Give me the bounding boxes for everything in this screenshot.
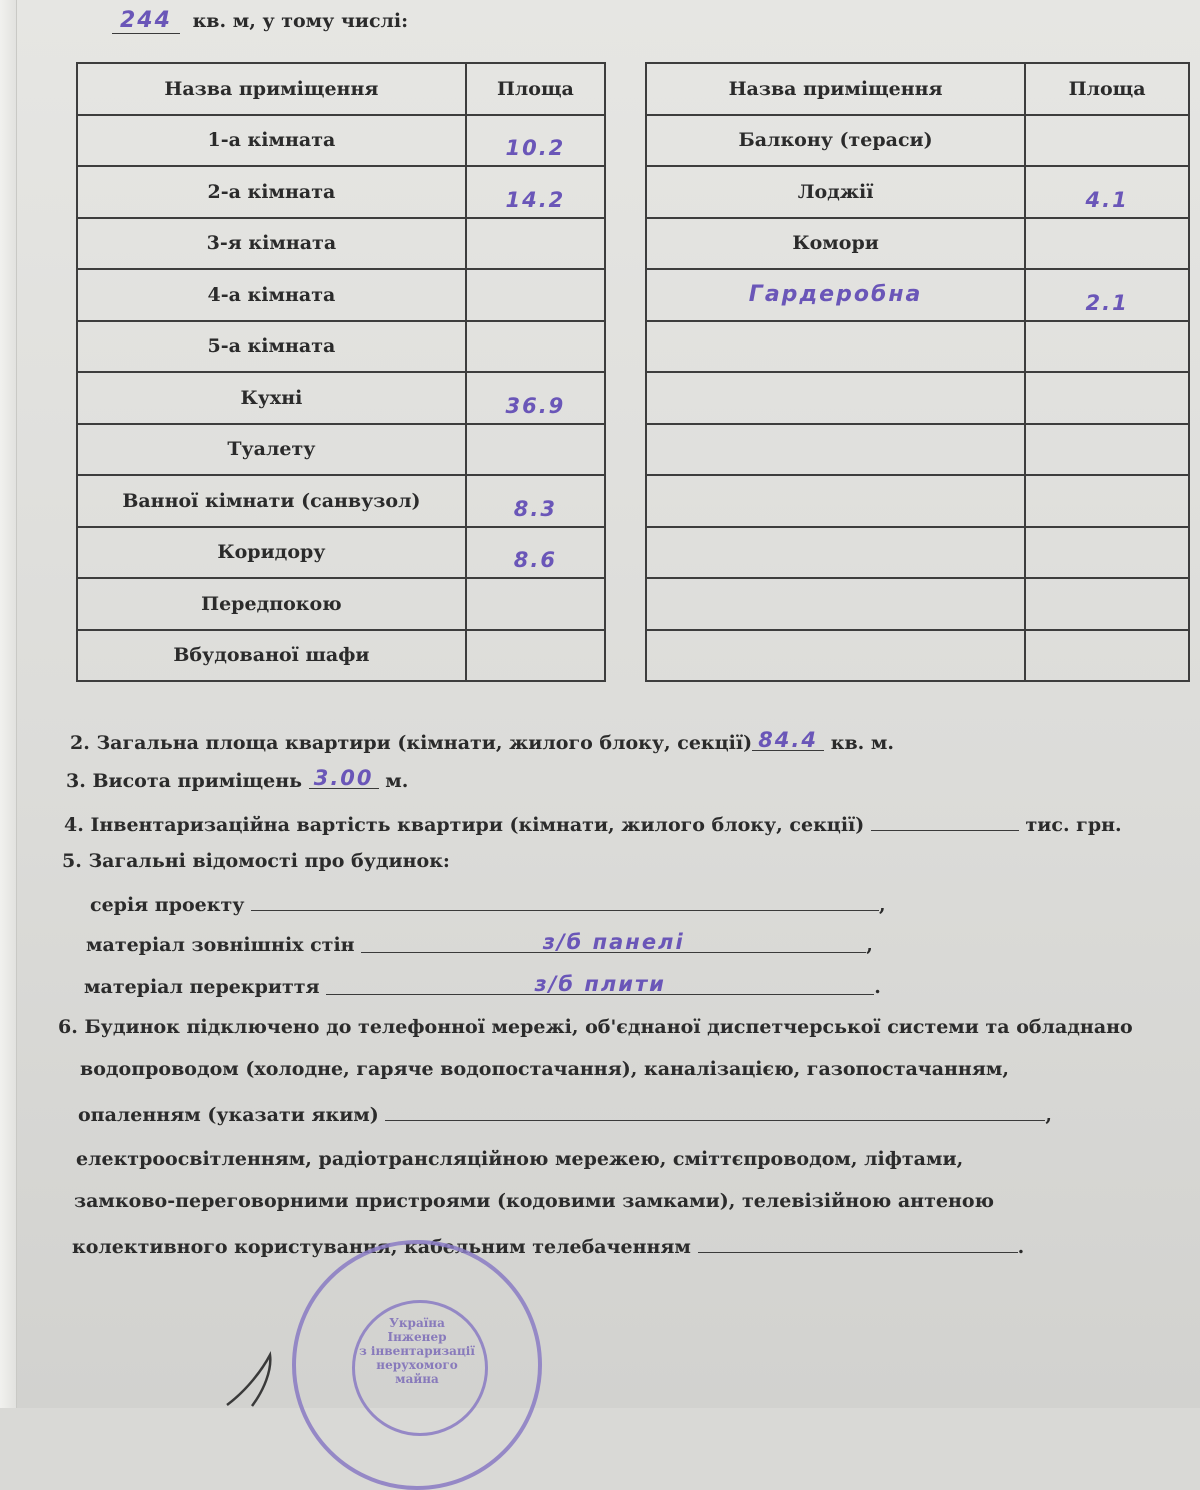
inventory-label: 4. Інвентаризаційна вартість квартири (кімнати, жилого блоку, секції) <box>64 814 865 836</box>
total-area-blank <box>752 730 824 751</box>
ceiling-line: матеріал перекриття з/б плити . <box>84 972 881 998</box>
room-area <box>1025 475 1189 527</box>
room-area <box>466 321 605 373</box>
total-area-unit: кв. м. <box>830 732 895 754</box>
stamp-line: Україна <box>389 1316 445 1330</box>
rooms-table-right <box>645 62 1190 682</box>
heating-blank <box>385 1100 1045 1121</box>
table-row <box>646 578 1189 630</box>
room-name: 4-а кімната <box>77 269 466 321</box>
table-row <box>77 475 605 527</box>
room-area-value: 10.2 <box>505 136 566 161</box>
p6-line-3: опаленням (указати яким) , <box>78 1100 1052 1126</box>
cable-tv-label: колективного користування, кабельним телебаченням <box>72 1236 691 1258</box>
p6-line-5: замково-переговорними пристроями (кодовими замками), телевізійною антеною <box>74 1190 995 1212</box>
room-name: Кухні <box>77 372 466 424</box>
table-row <box>646 115 1189 167</box>
stamp-line: з інвентаризації <box>359 1344 475 1358</box>
room-name <box>646 475 1025 527</box>
table-row <box>646 630 1189 682</box>
p6-line-6: колективного користування, кабельним телебаченням . <box>72 1232 1024 1258</box>
table-row <box>646 424 1189 476</box>
height-unit: м. <box>385 770 409 792</box>
room-name <box>646 630 1025 682</box>
stamp-line: майна <box>395 1372 439 1386</box>
room-area-value: 36.9 <box>505 393 566 418</box>
room-area-value: 8.6 <box>513 548 557 573</box>
room-area <box>1025 372 1189 424</box>
room-area <box>466 372 605 424</box>
stamp-text <box>358 1316 476 1386</box>
page-edge <box>0 0 17 1408</box>
room-name-handwritten <box>646 269 1025 321</box>
item-building-info: 5. Загальні відомості про будинок: <box>62 850 450 872</box>
height-value: 3.00 <box>313 766 374 790</box>
total-area-label: 2. Загальна площа квартири (кімнати, жилого блоку, секції) <box>70 732 753 754</box>
room-area <box>466 115 605 167</box>
wardrobe-handwritten: Гардеробна <box>748 282 923 308</box>
walls-value: з/б панелі <box>542 930 685 954</box>
stamp-line: нерухомого <box>376 1358 458 1372</box>
table-row <box>77 527 605 579</box>
signature <box>222 1350 312 1408</box>
room-name: 5-а кімната <box>77 321 466 373</box>
col-header-area: Площа <box>1025 63 1189 115</box>
room-name <box>646 424 1025 476</box>
room-name: Вбудованої шафи <box>77 630 466 682</box>
table-row <box>77 321 605 373</box>
room-name: Ванної кімнати (санвузол) <box>77 475 466 527</box>
room-area <box>1025 578 1189 630</box>
table-row <box>77 424 605 476</box>
room-area <box>1025 166 1189 218</box>
total-area-handwritten: 244 <box>112 8 180 34</box>
official-stamp <box>292 1240 542 1490</box>
room-name: Передпокою <box>77 578 466 630</box>
stamp-line: Інженер <box>387 1330 447 1344</box>
table-row <box>646 218 1189 270</box>
room-name: Коридору <box>77 527 466 579</box>
room-name: 3-я кімната <box>77 218 466 270</box>
room-area-value: 2.1 <box>1085 290 1129 315</box>
col-header-name: Назва приміщення <box>77 63 466 115</box>
room-area-value: 8.3 <box>513 496 557 521</box>
room-name <box>646 372 1025 424</box>
walls-label: матеріал зовнішніх стін <box>86 934 355 956</box>
height-blank <box>309 768 379 789</box>
table-row <box>77 115 605 167</box>
item-height <box>66 768 408 792</box>
room-name: 2-а кімната <box>77 166 466 218</box>
table-row <box>77 372 605 424</box>
rooms-table-left <box>76 62 606 682</box>
walls-blank <box>361 932 866 953</box>
p6-line-1: 6. Будинок підключено до телефонної мережі, об'єднаної диспетчерської системи та обладнано <box>58 1016 1133 1038</box>
room-area <box>1025 218 1189 270</box>
col-header-name: Назва приміщення <box>646 63 1025 115</box>
table-row <box>77 166 605 218</box>
ceiling-value: з/б плити <box>534 972 666 996</box>
project-series-line: серія проекту , <box>90 890 886 916</box>
room-area <box>466 424 605 476</box>
project-series-blank <box>251 890 879 911</box>
walls-line: матеріал зовнішніх стін з/б панелі , <box>86 930 873 956</box>
header-area-line <box>112 8 408 33</box>
total-area-value: 84.4 <box>758 728 819 752</box>
room-area <box>1025 321 1189 373</box>
cable-tv-blank <box>698 1232 1018 1253</box>
height-label: 3. Висота приміщень <box>66 770 302 792</box>
room-area-value: 14.2 <box>505 187 566 212</box>
item-inventory-value <box>64 810 1122 836</box>
table-row <box>646 166 1189 218</box>
ceiling-blank <box>326 974 874 995</box>
room-name: 1-а кімната <box>77 115 466 167</box>
table-row <box>77 269 605 321</box>
room-area <box>1025 115 1189 167</box>
room-name: Комори <box>646 218 1025 270</box>
room-area <box>466 218 605 270</box>
ceiling-label: матеріал перекриття <box>84 976 320 998</box>
p6-line-2: водопроводом (холодне, гаряче водопостачання), каналізацією, газопостачанням, <box>80 1058 1009 1080</box>
table-row <box>77 218 605 270</box>
table-row <box>646 475 1189 527</box>
col-header-area: Площа <box>466 63 605 115</box>
table-header-row <box>646 63 1189 115</box>
room-area <box>466 578 605 630</box>
item-total-area <box>70 730 894 754</box>
p6-line-4: електроосвітленням, радіотрансляційною мережею, сміттєпроводом, ліфтами, <box>76 1148 964 1170</box>
room-area <box>466 527 605 579</box>
table-row <box>646 321 1189 373</box>
header-area-suffix: кв. м, у тому числі: <box>192 10 409 32</box>
project-series-label: серія проекту <box>90 894 245 916</box>
table-header-row <box>77 63 605 115</box>
room-name <box>646 578 1025 630</box>
room-name <box>646 527 1025 579</box>
room-name: Туалету <box>77 424 466 476</box>
room-name: Лоджії <box>646 166 1025 218</box>
table-row <box>77 578 605 630</box>
room-area <box>1025 630 1189 682</box>
inventory-unit: тис. грн. <box>1025 814 1122 836</box>
room-name <box>646 321 1025 373</box>
inventory-blank <box>871 810 1019 831</box>
room-area <box>1025 424 1189 476</box>
room-area <box>466 269 605 321</box>
room-area <box>466 475 605 527</box>
room-area <box>1025 269 1189 321</box>
table-row <box>646 527 1189 579</box>
room-area <box>1025 527 1189 579</box>
heating-label: опаленням (указати яким) <box>78 1104 379 1126</box>
table-row <box>77 630 605 682</box>
room-area <box>466 166 605 218</box>
room-area-value: 4.1 <box>1085 187 1129 212</box>
table-row <box>646 372 1189 424</box>
room-area <box>466 630 605 682</box>
room-name: Балкону (тераси) <box>646 115 1025 167</box>
table-row <box>646 269 1189 321</box>
